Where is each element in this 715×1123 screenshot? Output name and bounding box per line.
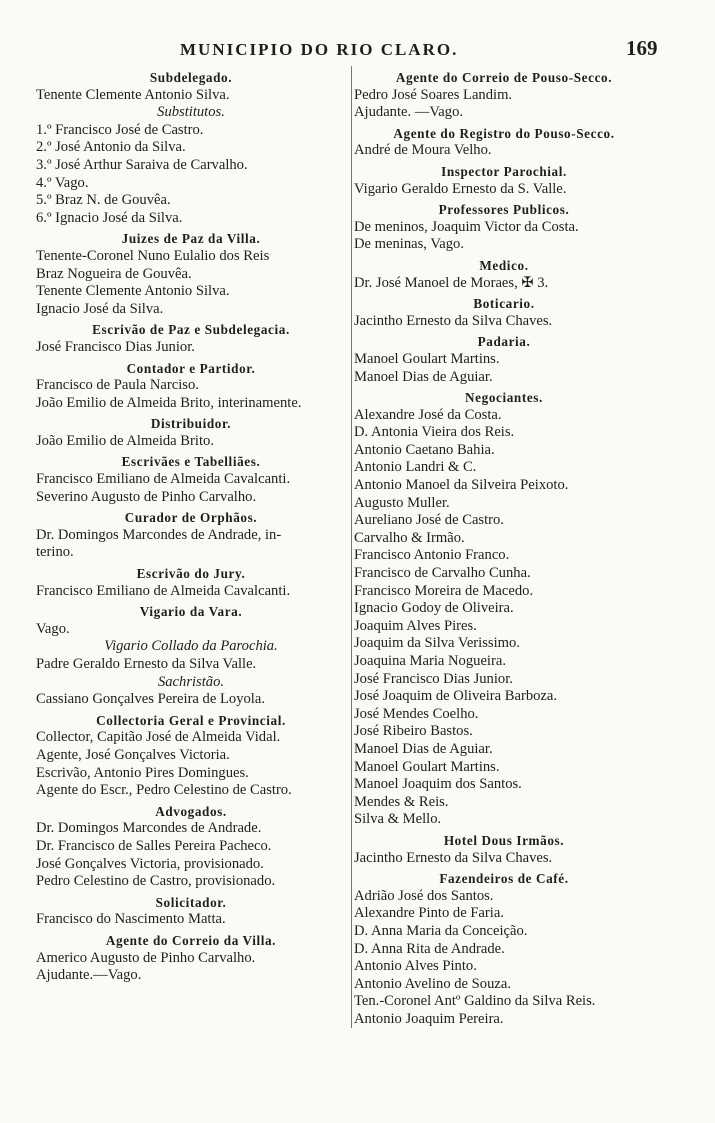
entry-line: Francisco Antonio Franco. [354, 547, 510, 564]
entry-line: Agente do Escr., Pedro Celestino de Castro. [36, 782, 292, 799]
entry-line: 5.º Braz N. de Gouvêa. [36, 192, 171, 209]
entry-line: José Francisco Dias Junior. [36, 338, 195, 355]
entry-line: Ajudante.—Vago. [36, 967, 142, 984]
section-heading: Medico. [479, 257, 529, 273]
entry-line: Carvalho & Irmão. [354, 529, 465, 546]
subsection-heading: Substitutos. [157, 104, 225, 121]
entry-line: Antonio Joaquim Pereira. [354, 1010, 504, 1027]
entry-line: Padre Geraldo Ernesto da Silva Valle. [36, 656, 257, 672]
entry-line: Francisco Moreira de Macedo. [354, 582, 534, 599]
section-heading: Agente do Correio da Villa. [105, 932, 277, 948]
entry-line: D. Anna Maria da Conceição. [354, 922, 528, 939]
entry-line: Vago. [36, 620, 70, 637]
entry-line: Pedro Celestino de Castro, provisionado. [36, 873, 276, 890]
section-heading: Vigario da Vara. [139, 604, 243, 620]
section-heading: Advogados. [155, 803, 227, 819]
entry-line: Alexandre Pinto de Faria. [354, 905, 504, 922]
entry-line: Tenente Clemente Antonio Silva. [36, 283, 230, 300]
entry-line: Manoel Goulart Martins. [354, 350, 500, 367]
entry-line: Antonio Manoel da Silveira Peixoto. [354, 477, 569, 494]
entry-line: Francisco de Carvalho Cunha. [354, 565, 531, 582]
entry-line: Francisco do Nascimento Matta. [36, 911, 226, 928]
section-heading: Padaria. [477, 334, 531, 350]
section-heading: Distribuidor. [150, 416, 232, 432]
entry-line: Agente, José Gonçalves Victoria. [36, 746, 230, 763]
entry-line: João Emilio de Almeida Brito. [36, 432, 214, 449]
entry-line: Joaquina Maria Nogueira. [354, 653, 506, 669]
entry-line: Americo Augusto de Pinho Carvalho. [36, 949, 256, 966]
entry-line: Severino Augusto de Pinho Carvalho. [36, 488, 257, 505]
entry-line: Collector, Capitão José de Almeida Vidal. [36, 729, 281, 746]
section-heading: Collectoria Geral e Provincial. [96, 712, 286, 728]
section-heading: Agente do Registro do Pouso-Secco. [393, 125, 615, 141]
section-heading: Curador de Orphãos. [124, 510, 258, 526]
right-column [351, 66, 654, 1028]
entry-line: Dr. Francisco de Salles Pereira Pacheco. [36, 837, 272, 854]
entry-line: Silva & Mello. [354, 811, 442, 828]
entry-line: Manoel Dias de Aguiar. [354, 740, 493, 757]
page-header [0, 36, 715, 64]
entry-line: Joaquim da Silva Verissimo. [354, 635, 520, 652]
entry-line: 1.º Francisco José de Castro. [36, 121, 204, 138]
entry-line: José Gonçalves Victoria, provisionado. [36, 855, 264, 872]
entry-line: 3.º José Arthur Saraiva de Carvalho. [36, 156, 248, 173]
entry-line: Escrivão, Antonio Pires Domingues. [36, 764, 249, 781]
section-heading: Juizes de Paz da Villa. [121, 231, 261, 247]
entry-line: Manoel Dias de Aguiar. [354, 368, 493, 385]
entry-line: Cassiano Gonçalves Pereira de Loyola. [36, 691, 265, 708]
entry-line: Dr. Domingos Marcondes de Andrade, in- [36, 526, 282, 543]
entry-line: Francisco Emiliano de Almeida Cavalcanti. [36, 471, 291, 488]
entry-line: José Ribeiro Bastos. [354, 723, 473, 740]
entry-line: Francisco Emiliano de Almeida Cavalcanti. [36, 582, 291, 599]
entry-line: Manoel Goulart Martins. [354, 758, 500, 775]
entry-line: José Francisco Dias Junior. [354, 670, 513, 687]
entry-line: Augusto Muller. [354, 494, 450, 511]
entry-line: 4.º Vago. [36, 174, 89, 191]
section-heading: Negociantes. [465, 390, 543, 406]
entry-line: Dr. Domingos Marcondes de Andrade. [36, 820, 262, 837]
entry-line: Alexandre José da Costa. [354, 406, 502, 423]
section-heading: Hotel Dous Irmãos. [443, 832, 565, 848]
entry-line: Adrião José dos Santos. [354, 887, 494, 904]
entry-line: Mendes & Reis. [354, 793, 449, 810]
entry-line: Tenente Clemente Antonio Silva. [36, 86, 230, 103]
entry-line: Tenente-Coronel Nuno Eulalio dos Reis [36, 247, 270, 264]
entry-line: João Emilio de Almeida Brito, interinamente. [36, 394, 302, 411]
entry-line: José Mendes Coelho. [354, 705, 479, 722]
subsection-heading: Vigario Collado da Parochia. [104, 638, 278, 655]
left-column [36, 66, 346, 985]
section-heading: Fazendeiros de Café. [439, 871, 569, 887]
section-heading: Professores Publicos. [438, 202, 570, 218]
entry-line: De meninos, Joaquim Victor da Costa. [354, 218, 579, 235]
entry-line: Antonio Alves Pinto. [354, 958, 477, 975]
entry-line: Joaquim Alves Pires. [354, 617, 477, 634]
entry-line: Jacintho Ernesto da Silva Chaves. [354, 312, 553, 329]
entry-line: terino. [36, 544, 74, 561]
entry-line: Dr. José Manoel de Moraes, ✠ 3. [354, 274, 549, 291]
section-heading: Agente do Correio de Pouso-Secco. [395, 70, 613, 85]
entry-line: André de Moura Velho. [354, 142, 492, 159]
section-heading: Boticario. [473, 296, 535, 312]
entry-line: Pedro José Soares Landim. [354, 86, 513, 103]
entry-line: 2.º José Antonio da Silva. [36, 139, 186, 156]
entry-line: D. Antonia Vieira dos Reis. [354, 424, 515, 441]
entry-line: Antonio Avelino de Souza. [354, 975, 511, 992]
entry-line: Vigario Geraldo Ernesto da S. Valle. [354, 180, 567, 197]
page-title: MUNICIPIO DO RIO CLARO. [180, 40, 459, 59]
entry-line: Ten.-Coronel Antº Galdino da Silva Reis. [354, 993, 596, 1010]
entry-line: Braz Nogueira de Gouvêa. [36, 265, 192, 282]
section-heading: Escrivão do Jury. [136, 566, 246, 582]
section-heading: Subdelegado. [149, 70, 233, 85]
entry-line: Francisco de Paula Narciso. [36, 377, 199, 394]
page-number: 169 [626, 36, 658, 60]
section-heading: Contador e Partidor. [126, 360, 256, 376]
entry-line: De meninas, Vago. [354, 236, 464, 253]
entry-line: Aureliano José de Castro. [354, 512, 504, 529]
section-heading: Escrivão de Paz e Subdelegacia. [92, 322, 290, 338]
entry-line: Ajudante. —Vago. [354, 104, 464, 121]
subsection-heading: Sachristão. [157, 673, 225, 690]
section-heading: Escrivães e Tabelliães. [121, 454, 261, 470]
section-heading: Solicitador. [155, 894, 227, 910]
entry-line: Antonio Caetano Bahia. [354, 441, 495, 458]
entry-line: 6.º Ignacio José da Silva. [36, 209, 183, 226]
section-heading: Inspector Parochial. [441, 163, 567, 179]
entry-line: Ignacio Godoy de Oliveira. [354, 600, 514, 617]
entry-line: D. Anna Rita de Andrade. [354, 940, 505, 957]
entry-line: Jacintho Ernesto da Silva Chaves. [354, 849, 553, 866]
entry-line: José Joaquim de Oliveira Barboza. [354, 688, 558, 705]
entry-line: Antonio Landri & C. [354, 459, 477, 476]
entry-line: Ignacio José da Silva. [36, 300, 164, 317]
entry-line: Manoel Joaquim dos Santos. [354, 776, 522, 793]
